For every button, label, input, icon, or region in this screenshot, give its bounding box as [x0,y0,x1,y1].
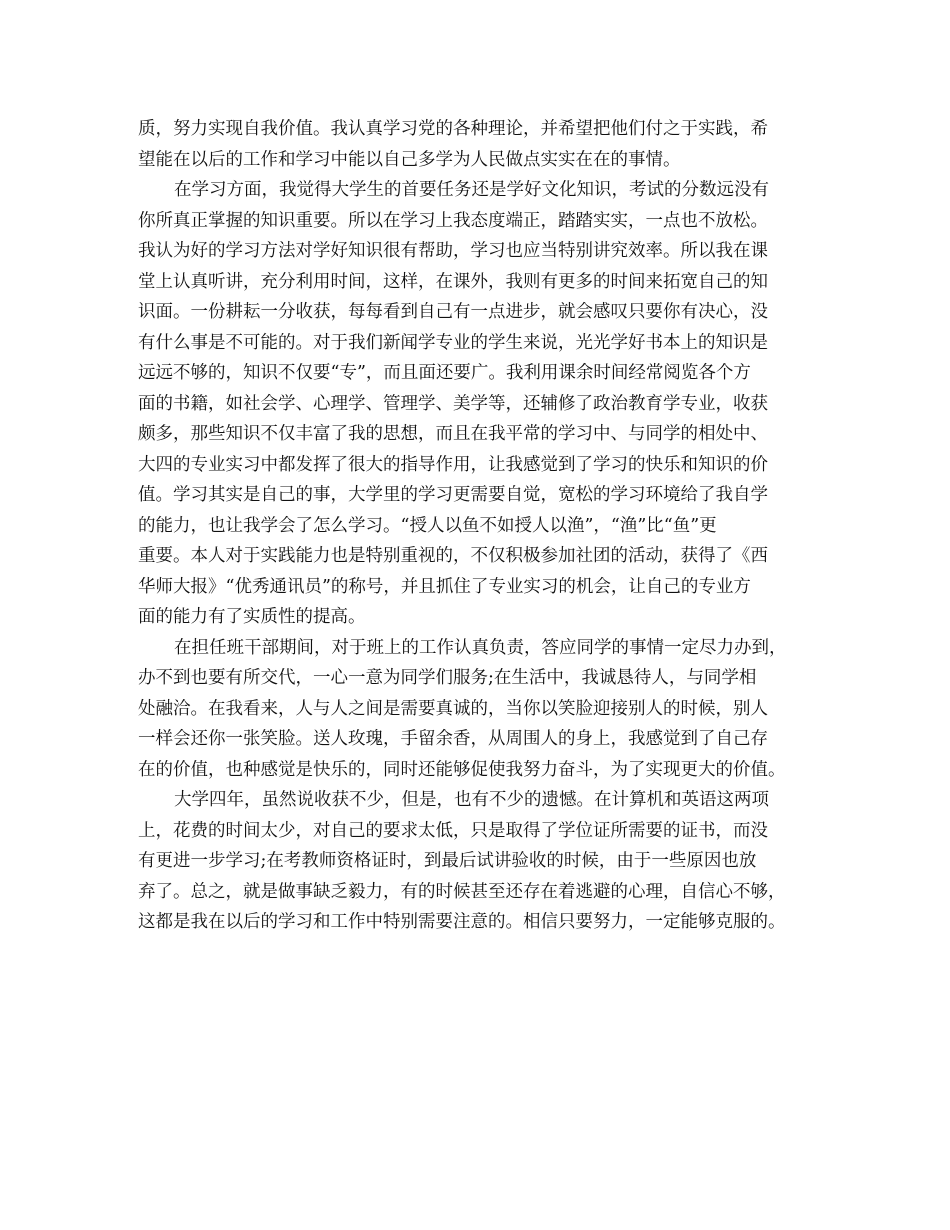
text-line: 有什么事是不可能的。对于我们新闻学专业的学生来说，光光学好书本上的知识是 [138,332,768,353]
text-line: 弃了。总之，就是做事缺乏毅力，有的时候甚至还存在着逃避的心理，自信心不够， [138,881,786,902]
text-line: 华师大报》“优秀通讯员”的称号，并且抓住了专业实习的机会，让自己的专业方 [138,576,751,597]
text-line: 在学习方面，我觉得大学生的首要任务还是学好文化知识，考试的分数远没有 [174,180,769,200]
text-line: 你所真正掌握的知识重要。所以在学习上我态度端正，踏踏实实，一点也不放松。 [138,210,768,231]
text-line: 大四的专业实习中都发挥了很大的指导作用，让我感觉到了学习的快乐和知识的价 [138,454,768,475]
text-line: 我认为好的学习方法对学好知识很有帮助，学习也应当特别讲究效率。所以我在课 [138,241,768,261]
text-line: 在担任班干部期间，对于班上的工作认真负责，答应同学的事情一定尽力办到， [174,637,787,658]
text-line: 堂上认真听讲，充分利用时间，这样，在课外，我则有更多的时间来拓宽自己的知 [138,271,768,292]
text-line: 远远不够的，知识不仅要“专”，而且面还要广。我利用课余时间经常阅览各个方 [138,363,751,383]
text-line: 面的书籍，如社会学、心理学、管理学、美学等，还辅修了政治教育学专业，收获 [138,393,768,414]
text-line: 望能在以后的工作和学习中能以自己多学为人民做点实实在在的事情。 [138,149,681,170]
paragraph-1 [138,114,828,175]
text-line: 一样会还你一张笑脸。送人玫瑰，手留余香，从周围人的身上，我感觉到了自己存 [138,729,768,749]
text-line: 上，花费的时间太少，对自己的要求太低，只是取得了学位证所需要的证书，而没 [138,820,768,841]
text-line: 质，努力实现自我价值。我认真学习党的各种理论，并希望把他们付之于实践，希 [138,119,768,139]
text-line: 办不到也要有所交代，一心一意为同学们服务;在生活中，我诚恳待人，与同学相 [138,668,757,688]
text-line: 这都是我在以后的学习和工作中特别需要注意的。相信只要努力，一定能够克服的。 [138,912,786,932]
paragraph-4 [138,785,828,938]
text-line: 处融洽。在我看来，人与人之间是需要真诚的，当你以笑脸迎接别人的时候，别人 [138,698,768,719]
text-line: 颇多，那些知识不仅丰富了我的思想，而且在我平常的学习中、与同学的相处中、 [138,424,768,444]
document-body [138,114,828,938]
paragraph-2 [138,175,828,633]
text-line: 识面。一份耕耘一分收获，每每看到自己有一点进步，就会感叹只要你有决心，没 [138,302,768,322]
text-line: 值。学习其实是自己的事，大学里的学习更需要自觉，宽松的学习环境给了我自学 [138,485,768,505]
text-line: 的能力，也让我学会了怎么学习。“授人以鱼不如授人以渔”，“渔”比“鱼”更 [138,515,717,536]
text-line: 重要。本人对于实践能力也是特别重视的，不仅积极参加社团的活动，获得了《西 [138,546,768,566]
text-line: 面的能力有了实质性的提高。 [138,607,366,627]
paragraph-3 [138,633,828,786]
text-line: 大学四年，虽然说收获不少，但是，也有不少的遗憾。在计算机和英语这两项 [174,790,769,810]
text-line: 有更进一步学习;在考教师资格证时，到最后试讲验收的时候，由于一些原因也放 [138,851,757,871]
text-line: 在的价值，也种感觉是快乐的，同时还能够促使我努力奋斗，为了实现更大的价值。 [138,759,786,780]
